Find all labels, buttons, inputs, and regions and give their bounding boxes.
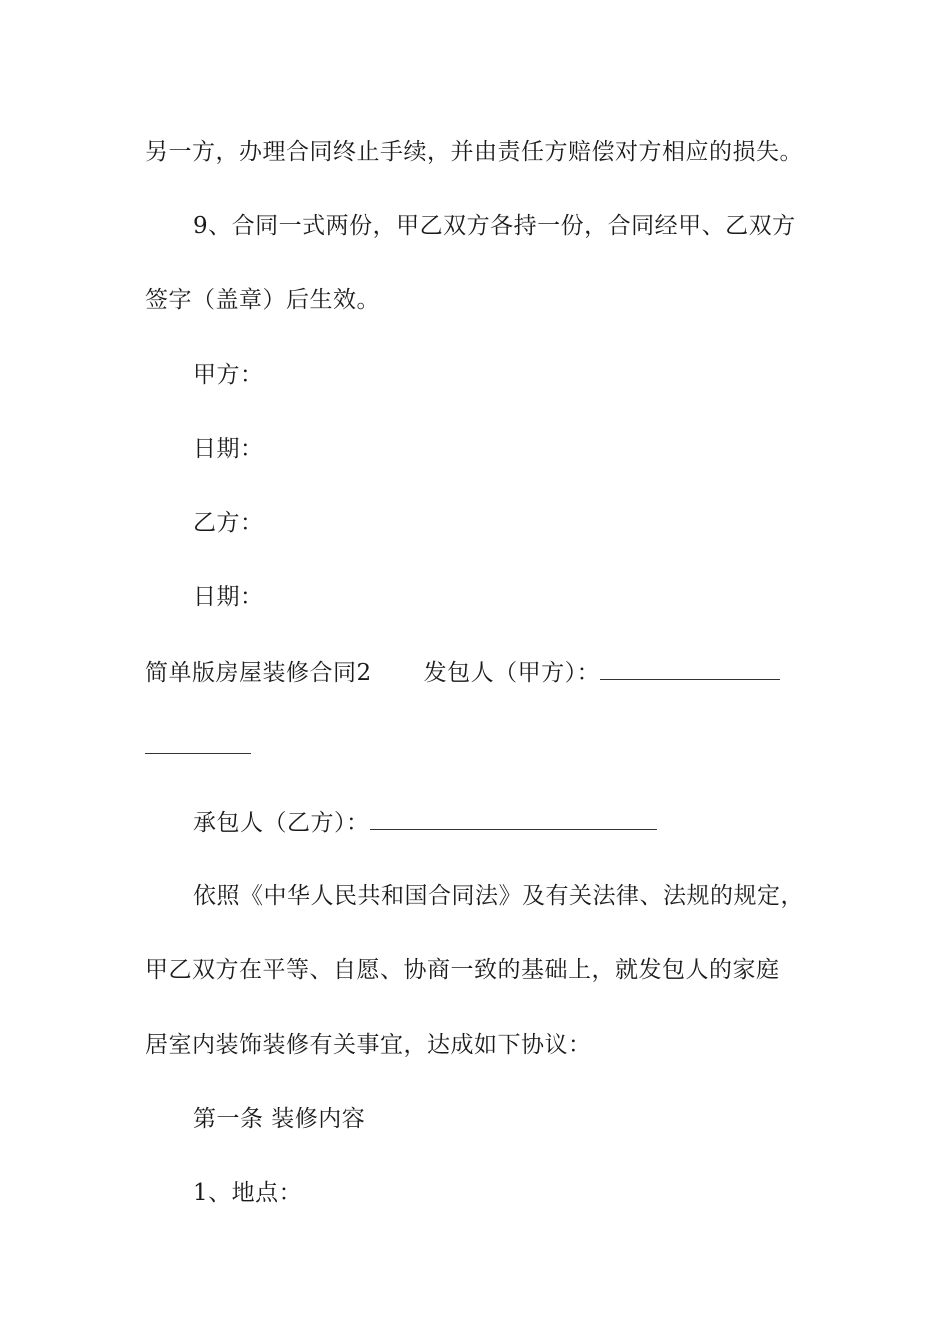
party-a-label: 甲方： (193, 362, 264, 388)
paragraph-line: 甲乙双方在平等、自愿、协商一致的基础上，就发包人的家庭 (145, 957, 780, 983)
paragraph-line: 依照《中华人民共和国合同法》及有关法律、法规的规定， (193, 883, 804, 909)
party-b-label: 乙方： (193, 510, 264, 536)
paragraph-line: 居室内装饰装修有关事宜，达成如下协议： (145, 1032, 592, 1058)
date-label: 日期： (193, 584, 264, 610)
contractor-blank (370, 807, 657, 830)
location-item: 1、地点： (193, 1180, 303, 1206)
article-1-heading: 第一条 装修内容 (193, 1106, 366, 1132)
contract-title-row (145, 657, 825, 688)
employer-label: 发包人（甲方）： (423, 660, 601, 686)
paragraph-line: 签字（盖章）后生效。 (145, 287, 380, 313)
date-label: 日期： (193, 436, 264, 462)
employer-blank-continued (145, 731, 251, 754)
contractor-row (193, 807, 873, 838)
employer-blank-continued-row (145, 731, 825, 762)
paragraph-line: 另一方，办理合同终止手续，并由责任方赔偿对方相应的损失。 (145, 139, 803, 165)
contract-title: 简单版房屋装修合同2 (145, 660, 372, 686)
clause-9-line: 9、合同一式两份，甲乙双方各持一份，合同经甲、乙双方 (193, 213, 796, 239)
employer-blank (600, 657, 780, 680)
contractor-label: 承包人（乙方）： (193, 810, 370, 836)
